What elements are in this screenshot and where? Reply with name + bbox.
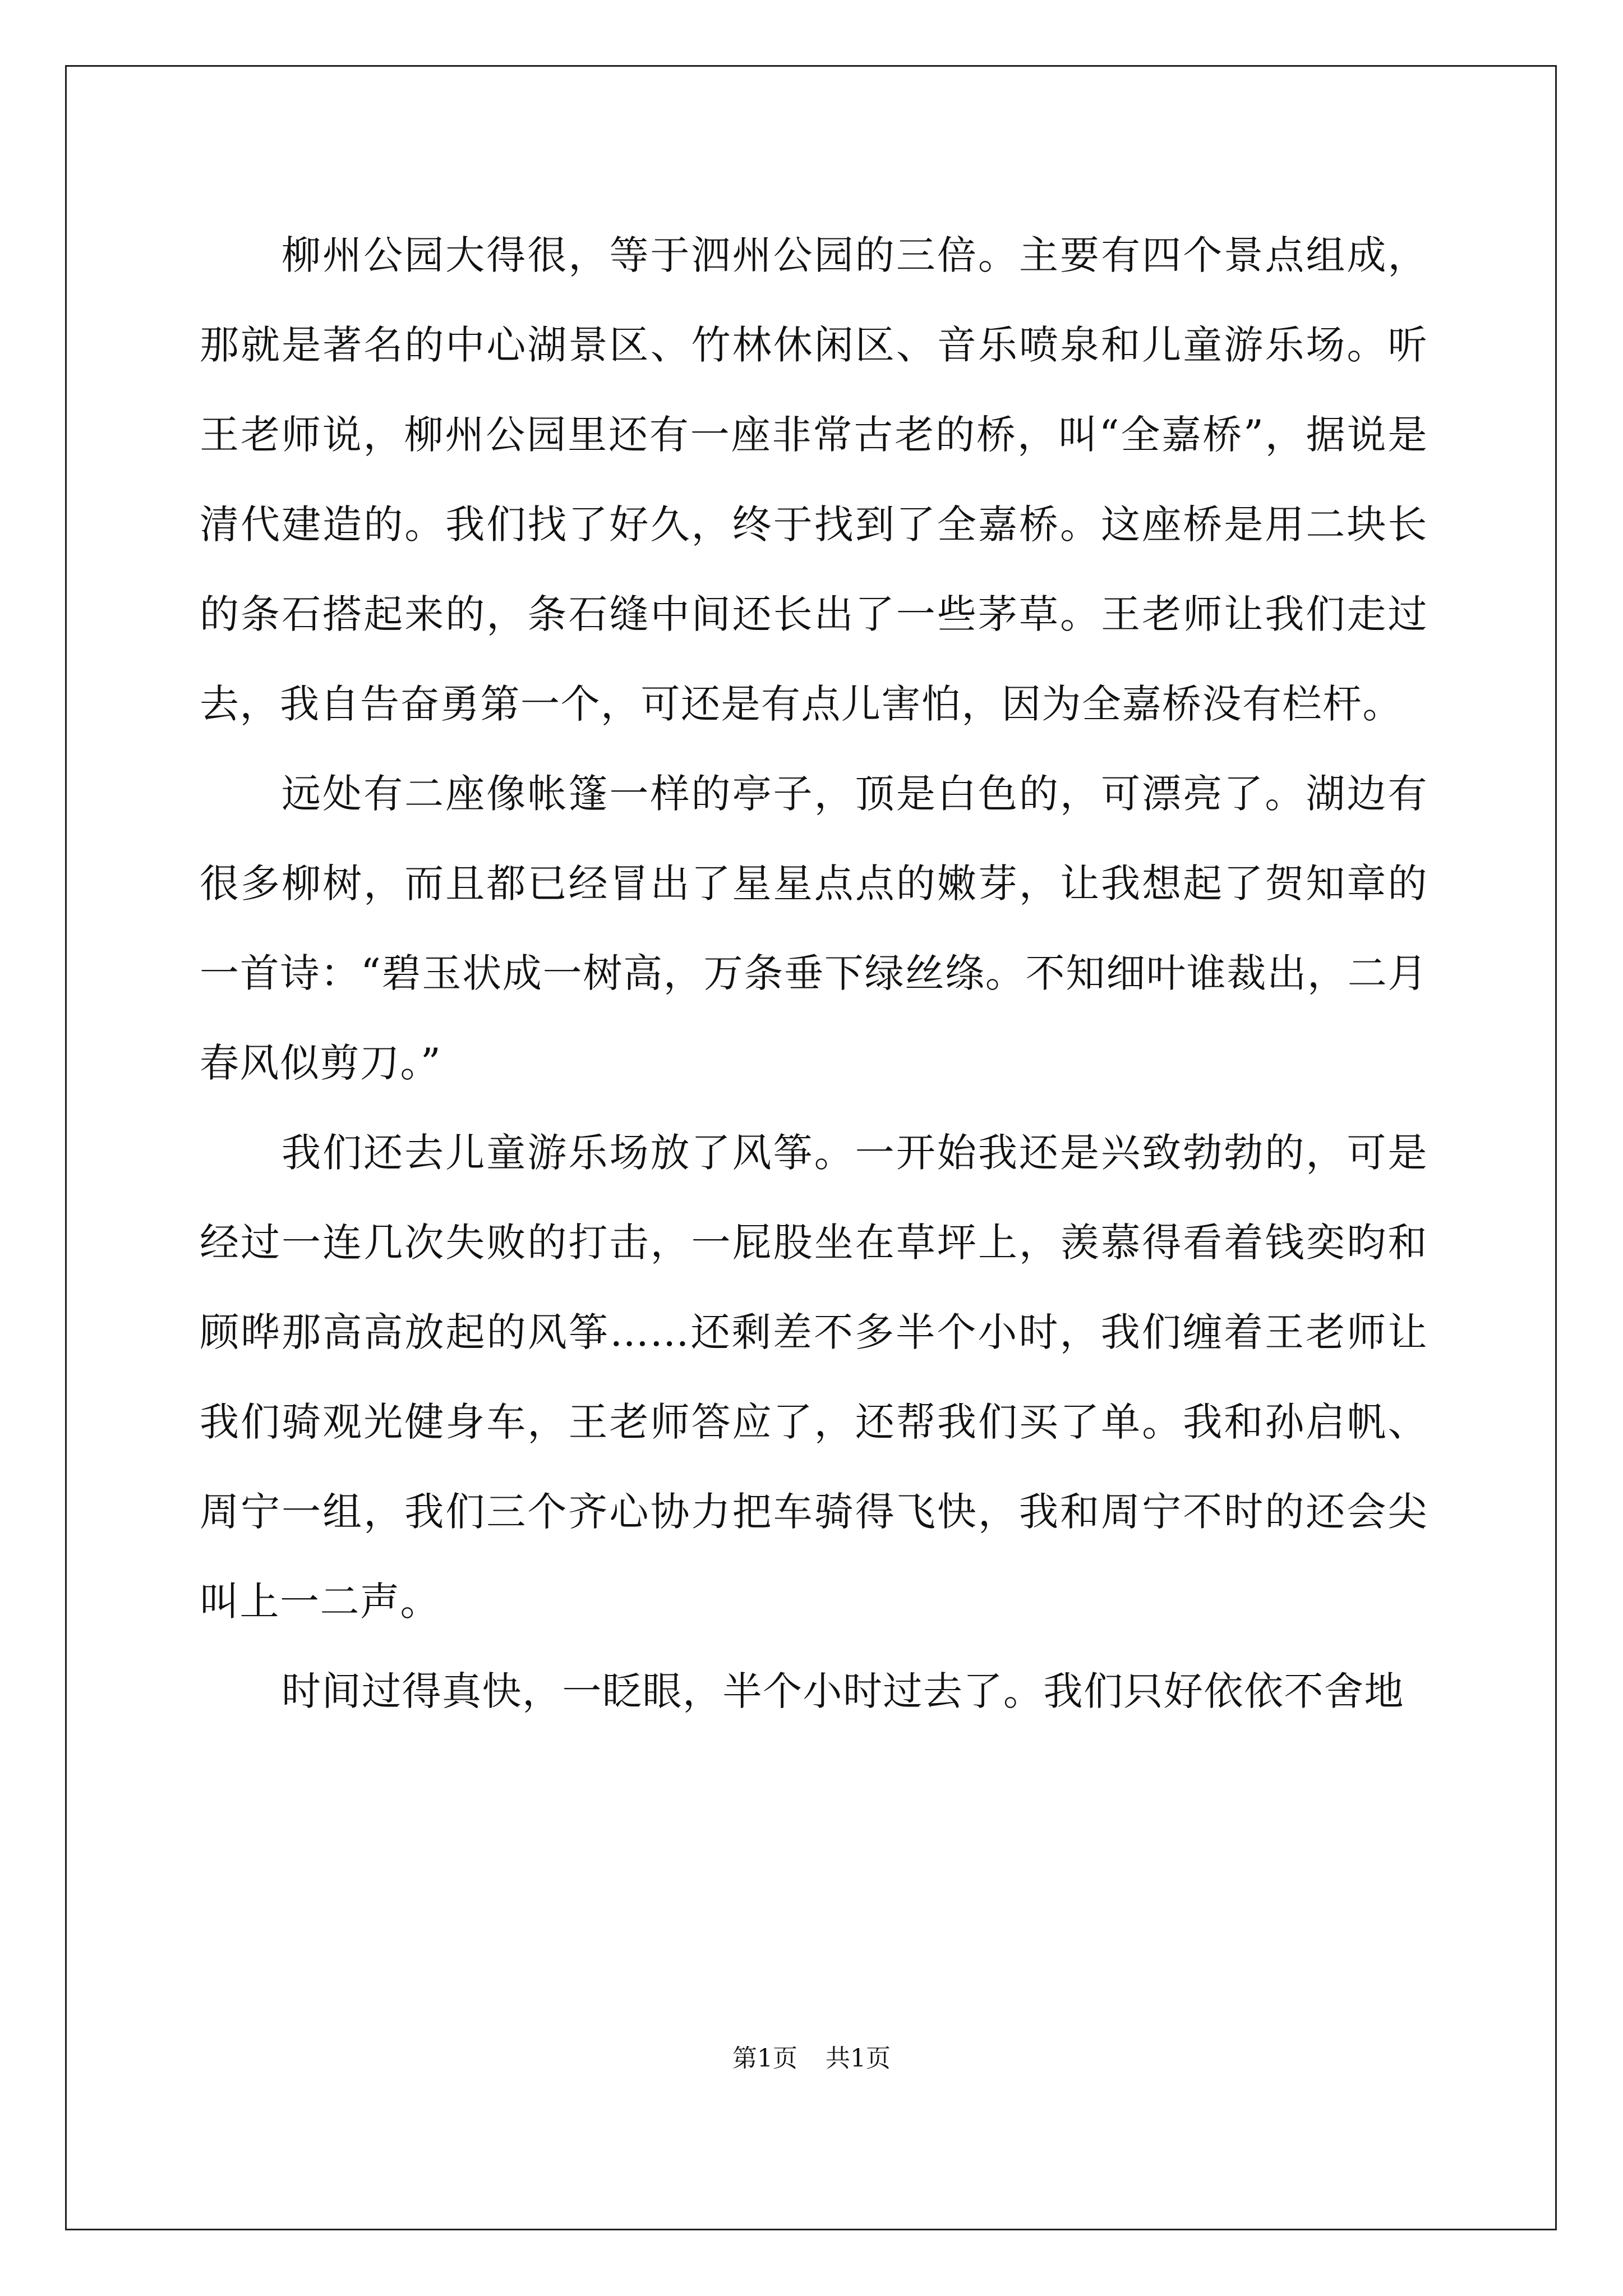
document-body xyxy=(200,210,1428,1736)
paragraph: 远处有二座像帐篷一样的亭子，顶是白色的，可漂亮了。湖边有很多柳树，而且都已经冒出了星星点点的嫩芽，让我想起了贺知章的一首诗：“碧玉状成一树高，万条垂下绿丝绦。不知细叶谁裁出，二月春风似剪刀。” xyxy=(200,771,1428,1086)
page-number: 第1页 xyxy=(732,2044,797,2073)
paragraph: 时间过得真快，一眨眼，半个小时过去了。我们只好依依不舍地 xyxy=(282,1668,1404,1714)
paragraph: 我们还去儿童游乐场放了风筝。一开始我还是兴致勃勃的，可是经过一连几次失败的打击，一屁股坐在草坪上，羡慕得看着钱奕昀和顾晔那高高放起的风筝……还剩差不多半个小时，我们缠着王老师让我们骑观光健身车，王老师答应了，还帮我们买了单。我和孙启帆、周宁一组，我们三个齐心协力把车骑得飞快，我和周宁不时的还会尖叫上一二声。 xyxy=(200,1130,1428,1625)
paragraph: 柳州公园大得很，等于泗州公园的三倍。主要有四个景点组成，那就是著名的中心湖景区、竹林休闲区、音乐喷泉和儿童游乐场。听王老师说，柳州公园里还有一座非常古老的桥，叫“全嘉桥”，据说是清代建造的。我们找了好久，终于找到了全嘉桥。这座桥是用二块长的条石搭起来的，条石缝中间还长出了一些茅草。王老师让我们走过去，我自告奋勇第一个，可还是有点儿害怕，因为全嘉桥没有栏杆。 xyxy=(200,232,1428,727)
page-total: 共1页 xyxy=(826,2044,891,2073)
page-footer xyxy=(0,2042,1623,2076)
